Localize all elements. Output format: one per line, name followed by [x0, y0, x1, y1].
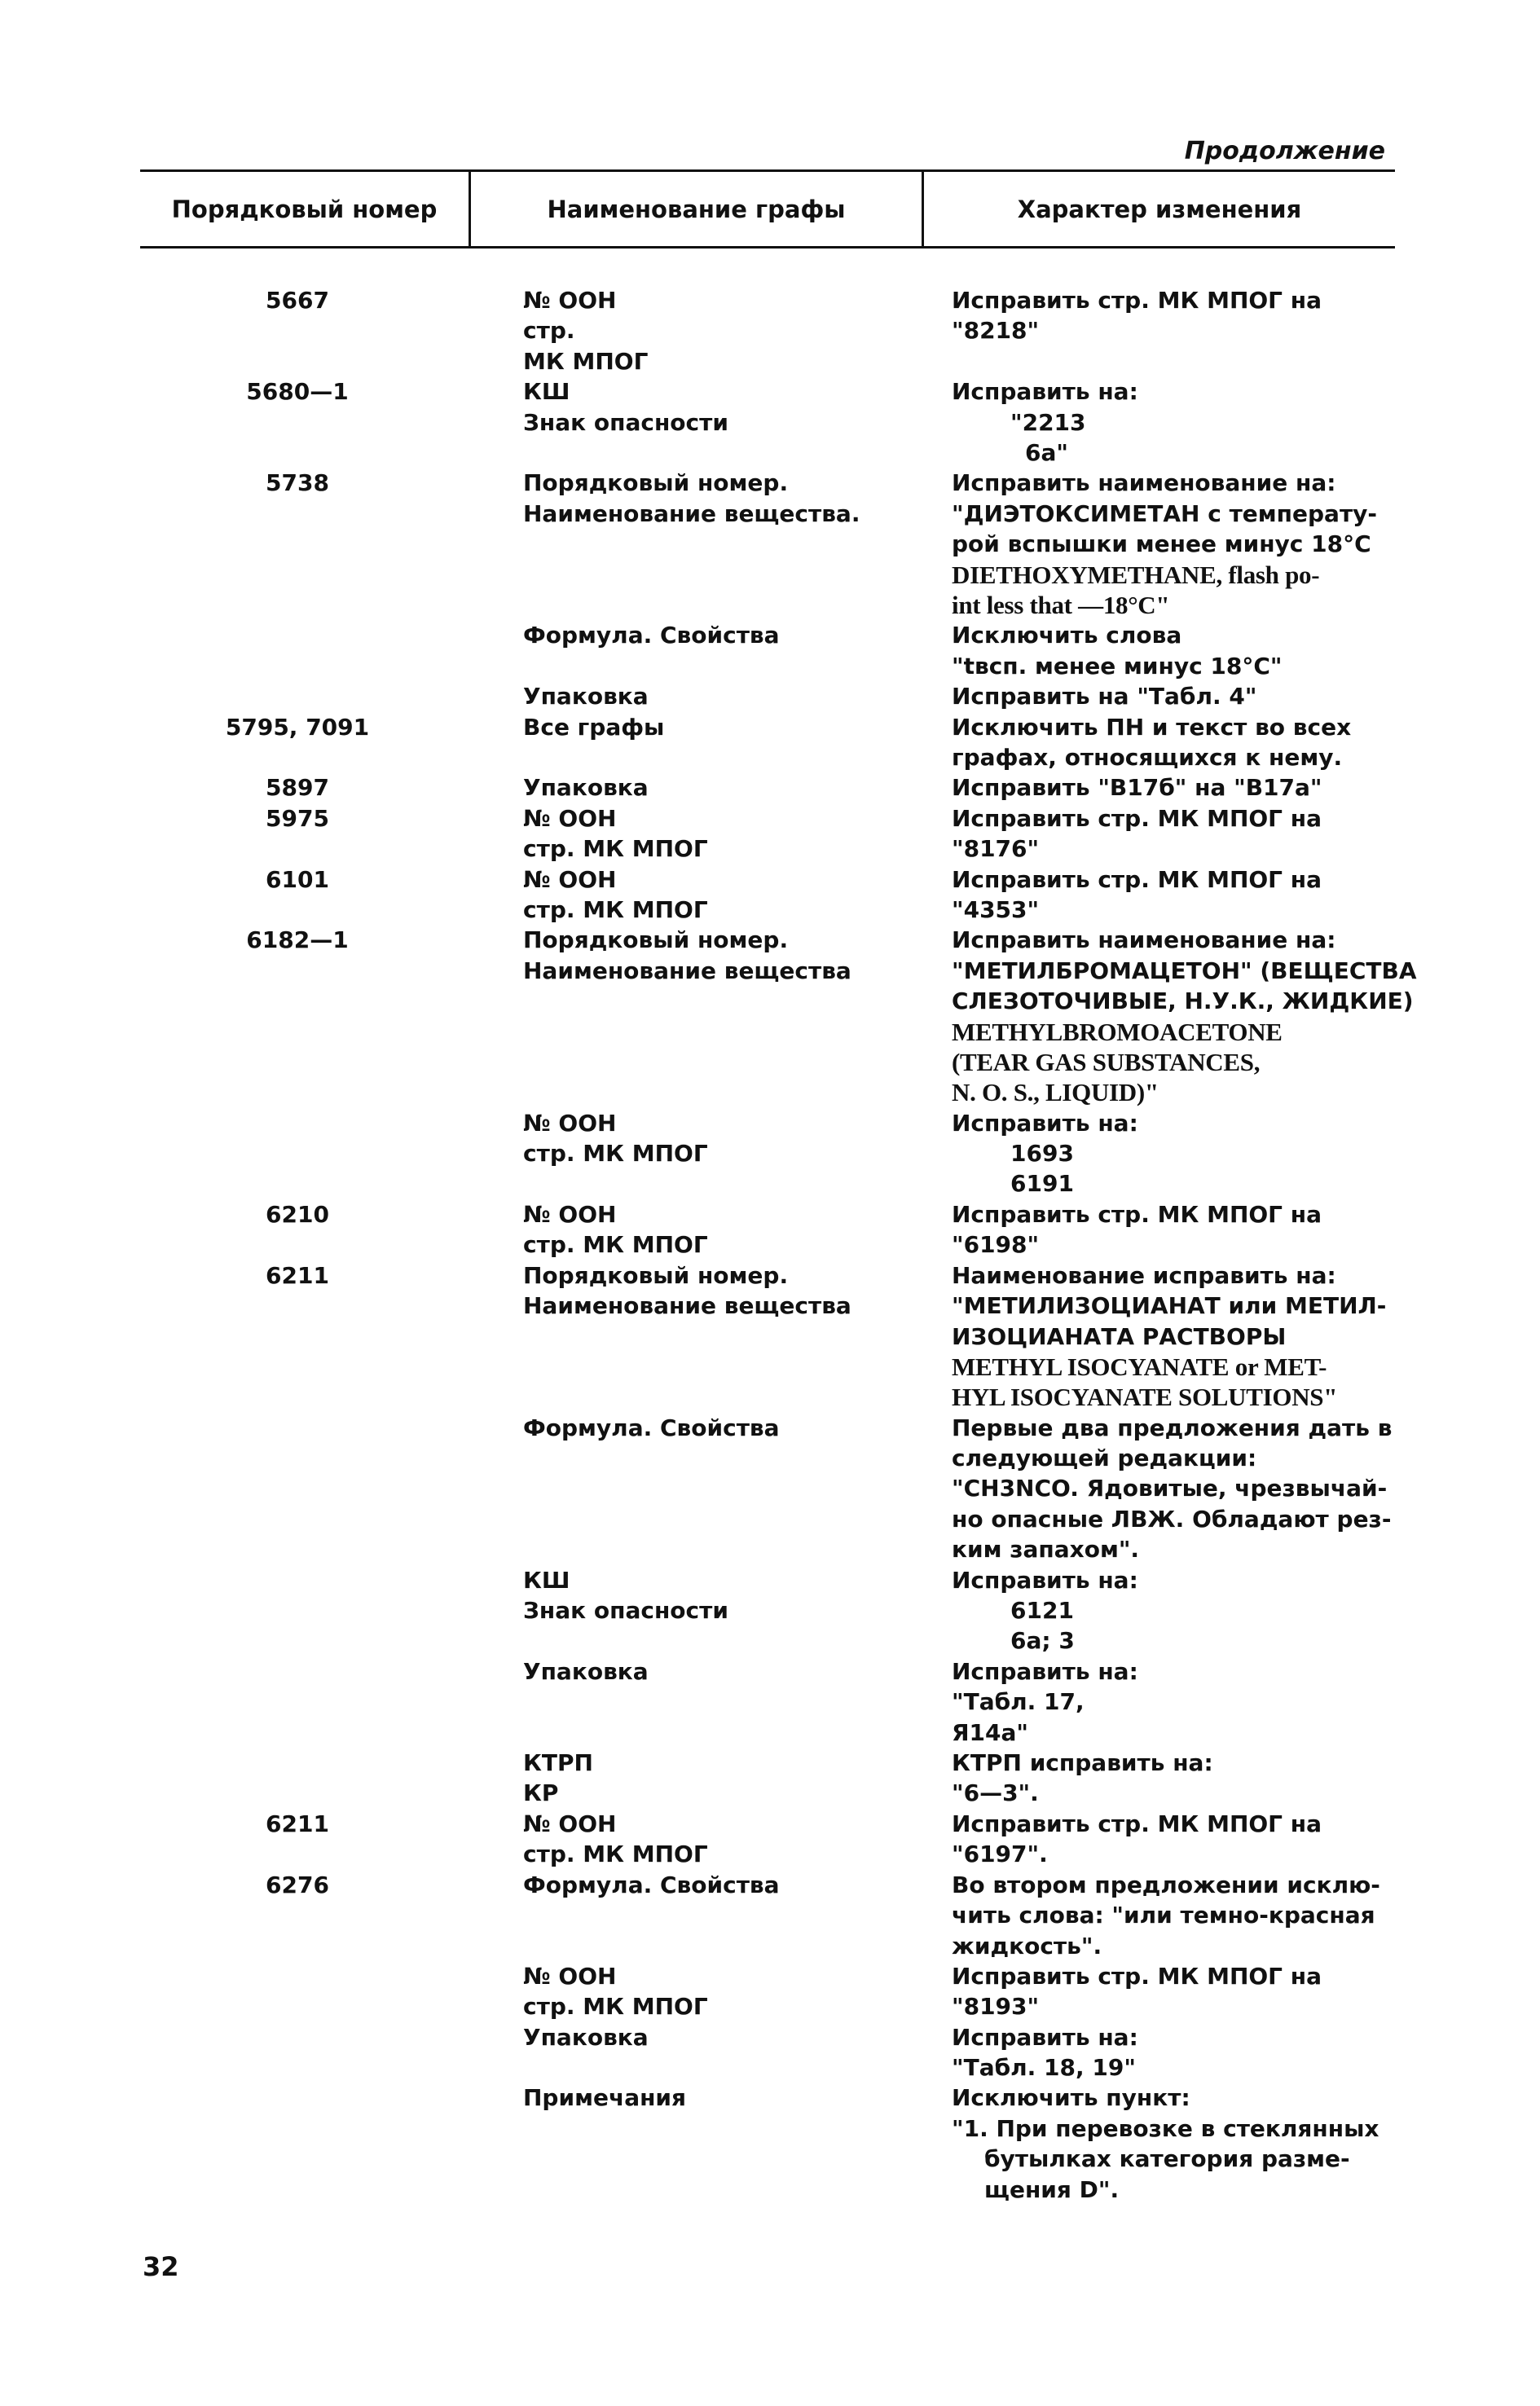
column-name-line: Наименование вещества: [523, 957, 851, 984]
change-description-line: Исключить ПН и текст во всех: [952, 713, 1352, 741]
column-name-line: Примечания: [523, 2084, 687, 2112]
change-description-line: "Табл. 18, 19": [952, 2054, 1136, 2082]
change-description-cell: [952, 803, 1392, 864]
column-name-line: Порядковый номер.: [523, 469, 789, 497]
table-row: [0, 1260, 1540, 1809]
change-description-line: Во втором предложении исклю-: [952, 1871, 1380, 1898]
column-name-line: [523, 986, 914, 1016]
column-name-line: № ООН: [523, 1200, 617, 1228]
column-name-cell: [523, 925, 914, 1168]
column-name-line: Упаковка: [523, 1657, 649, 1685]
change-description-line: "8218": [952, 317, 1040, 345]
change-description-line: "8193": [952, 1993, 1040, 2021]
column-name-line: Упаковка: [523, 683, 649, 710]
table-row: [0, 1809, 1540, 1870]
change-description-line: DIETHOXYMETHANE, flash po-: [952, 560, 1320, 589]
column-name-line: № ООН: [523, 865, 617, 893]
change-description-line: "6—3".: [952, 1779, 1039, 1807]
change-description-line: КТРП исправить на:: [952, 1748, 1213, 1776]
column-name-cell: [523, 772, 914, 803]
sequence-number: 6211: [266, 1810, 329, 1837]
change-description-line: щения D".: [984, 2175, 1120, 2203]
column-name-line: [523, 529, 914, 559]
column-name-line: [523, 1931, 914, 1961]
change-description-line: Исправить на:: [952, 1109, 1138, 1137]
change-description-line: Наименование исправить на:: [952, 1261, 1336, 1289]
column-name-line: [523, 590, 914, 620]
change-description-line: Исправить стр. МК МПОГ на: [952, 804, 1322, 832]
change-description-line: "4353": [952, 895, 1040, 923]
column-name-line: № ООН: [523, 1962, 617, 1990]
change-description-line: "2213: [1010, 408, 1086, 436]
column-name-line: [523, 1382, 914, 1412]
table-row: [0, 772, 1540, 803]
continuation-label: Продолжение: [1184, 137, 1385, 165]
column-name-cell: [523, 712, 914, 742]
change-description-line: Исправить на:: [952, 1657, 1138, 1685]
column-name-line: [523, 1047, 914, 1077]
column-name-line: стр. МК МПОГ: [523, 1231, 708, 1259]
sequence-number: 5975: [266, 804, 329, 832]
change-description-cell: [952, 925, 1417, 1199]
column-name-cell: [523, 1199, 914, 1260]
change-description-line: "Табл. 17,: [952, 1688, 1085, 1716]
change-description-line: СЛЕЗОТОЧИВЫЕ, Н.У.К., ЖИДКИЕ): [952, 987, 1414, 1015]
table-row: [0, 1199, 1540, 1260]
column-name-cell: [523, 285, 914, 376]
column-name-cell: [523, 1260, 914, 1809]
change-description-line: Исправить наименование на:: [952, 926, 1336, 954]
change-description-line: "tвсп. менее минус 18°С": [952, 652, 1283, 680]
change-description-cell: [952, 1260, 1392, 1809]
column-name-line: Знак опасности: [523, 1597, 728, 1625]
column-name-cell: [523, 1809, 914, 1870]
column-name-line: стр. МК МПОГ: [523, 1993, 708, 2021]
change-description-cell: [952, 772, 1392, 803]
change-description-line: ИЗОЦИАНАТА РАСТВОРЫ: [952, 1322, 1287, 1350]
column-name-line: КР: [523, 1779, 559, 1807]
table-row: [0, 468, 1540, 711]
column-name-cell: [523, 803, 914, 864]
column-name-line: МК МПОГ: [523, 347, 649, 375]
change-description-line: Исключить слова: [952, 622, 1182, 649]
column-name-line: КТРП: [523, 1748, 593, 1776]
change-description-line: Я14а": [952, 1718, 1029, 1746]
column-name-line: Наименование вещества: [523, 1292, 851, 1320]
change-description-cell: [952, 712, 1392, 773]
column-name-line: [523, 1077, 914, 1107]
column-name-line: стр. МК МПОГ: [523, 895, 708, 923]
table-row: [0, 925, 1540, 1199]
sequence-number: 5897: [266, 774, 329, 802]
sequence-number: 6276: [266, 1871, 329, 1898]
column-name-line: [523, 1687, 914, 1717]
change-description-line: "МЕТИЛИЗОЦИАНАТ или МЕТИЛ-: [952, 1292, 1387, 1320]
column-name-line: [523, 1625, 914, 1656]
column-name-line: № ООН: [523, 287, 617, 314]
column-name-line: Наименование вещества.: [523, 499, 860, 527]
column-name-line: стр.: [523, 317, 575, 345]
column-name-line: Упаковка: [523, 774, 649, 802]
column-name-line: [523, 1534, 914, 1564]
column-name-cell: [523, 864, 914, 926]
change-description-line: следующей редакции:: [952, 1445, 1257, 1472]
column-name-line: КШ: [523, 378, 570, 406]
table-row: [0, 803, 1540, 864]
column-name-line: Формула. Свойства: [523, 1871, 780, 1898]
change-description-line: METHYL ISOCYANATE or MET-: [952, 1352, 1327, 1381]
column-name-line: [523, 1322, 914, 1352]
change-description-line: "CH3NCO. Ядовитые, чрезвычай-: [952, 1475, 1388, 1502]
change-description-line: "6197".: [952, 1841, 1048, 1868]
column-name-line: № ООН: [523, 1810, 617, 1837]
change-description-line: рой вспышки менее минус 18°С: [952, 530, 1371, 558]
change-description-line: Исправить стр. МК МПОГ на: [952, 1962, 1322, 1990]
change-description-line: N. O. S., LIQUID)": [952, 1078, 1159, 1107]
change-description-line: Исключить пункт:: [952, 2084, 1190, 2112]
change-description-line: "ДИЭТОКСИМЕТАН с температу-: [952, 499, 1378, 527]
sequence-number: 6182—1: [246, 926, 349, 954]
table-row: [0, 864, 1540, 926]
change-description-line: Исправить на:: [952, 1566, 1138, 1594]
column-name-line: Формула. Свойства: [523, 622, 780, 649]
column-name-line: [523, 1017, 914, 1047]
header-sequence-number: Порядковый номер: [171, 196, 438, 223]
header-change-description: Характер изменения: [1017, 196, 1302, 223]
change-description-line: Исправить "В17б" на "В17а": [952, 774, 1322, 802]
change-description-line: Исправить наименование на:: [952, 469, 1336, 497]
change-description-line: графах, относящихся к нему.: [952, 743, 1343, 771]
change-description-cell: [952, 864, 1392, 926]
change-description-cell: [952, 285, 1392, 346]
change-description-line: ким запахом".: [952, 1536, 1140, 1564]
column-name-line: [523, 1504, 914, 1534]
change-description-line: "1. При перевозке в стеклянных: [952, 2114, 1379, 2142]
sequence-number: 5680—1: [246, 378, 349, 406]
sequence-number: 6101: [266, 865, 329, 893]
column-name-line: Упаковка: [523, 2023, 649, 2051]
column-name-line: стр. МК МПОГ: [523, 1841, 708, 1868]
change-description-line: Первые два предложения дать в: [952, 1414, 1393, 1441]
column-name-line: № ООН: [523, 804, 617, 832]
column-name-cell: [523, 376, 914, 438]
column-name-line: Все графы: [523, 713, 665, 741]
header-column-name: Наименование графы: [547, 196, 846, 223]
column-name-line: [523, 1352, 914, 1382]
change-description-line: жидкость".: [952, 1932, 1102, 1960]
amendment-table-body: [0, 285, 1540, 2205]
change-description-line: 6а": [1025, 438, 1068, 466]
change-description-cell: [952, 1199, 1392, 1260]
column-name-line: № ООН: [523, 1109, 617, 1137]
change-description-line: int less that —18°С": [952, 590, 1170, 619]
change-description-line: METHYLBROMOACETONE: [952, 1017, 1283, 1046]
column-name-line: [523, 1443, 914, 1473]
column-name-line: Знак опасности: [523, 408, 728, 436]
change-description-cell: [952, 376, 1392, 468]
change-description-cell: [952, 1870, 1392, 2205]
column-name-line: [523, 1718, 914, 1748]
column-name-line: Порядковый номер.: [523, 926, 789, 954]
column-name-line: [523, 560, 914, 590]
table-row: [0, 712, 1540, 773]
sequence-number: 5795, 7091: [225, 713, 370, 741]
change-description-line: Исправить на:: [952, 2023, 1138, 2051]
page-number: 32: [143, 2251, 179, 2282]
change-description-line: "6198": [952, 1231, 1040, 1259]
column-name-line: [523, 1900, 914, 1930]
column-name-line: стр. МК МПОГ: [523, 1140, 708, 1168]
change-description-line: 6121: [1010, 1597, 1074, 1625]
column-name-line: [523, 651, 914, 681]
change-description-line: 6а; 3: [1010, 1627, 1075, 1655]
change-description-line: Исправить на:: [952, 378, 1138, 406]
change-description-cell: [952, 1809, 1392, 1870]
change-description-line: Исправить стр. МК МПОГ на: [952, 1810, 1322, 1837]
change-description-line: но опасные ЛВЖ. Обладают рез-: [952, 1505, 1392, 1533]
change-description-line: Исправить на "Табл. 4": [952, 683, 1257, 710]
sequence-number: 5738: [266, 469, 329, 497]
change-description-line: чить слова: "или темно-красная: [952, 1902, 1375, 1929]
sequence-number: 6210: [266, 1200, 329, 1228]
column-name-cell: [523, 1870, 914, 2113]
column-name-line: КШ: [523, 1566, 570, 1594]
column-name-line: Порядковый номер.: [523, 1261, 789, 1289]
column-name-line: [523, 1473, 914, 1503]
column-name-line: [523, 2052, 914, 2083]
table-row: [0, 1870, 1540, 2205]
column-name-line: Формула. Свойства: [523, 1414, 780, 1441]
change-description-line: бутылках категория разме-: [984, 2145, 1350, 2173]
change-description-line: Исправить стр. МК МПОГ на: [952, 287, 1322, 314]
column-name-cell: [523, 468, 914, 711]
column-name-line: стр. МК МПОГ: [523, 835, 708, 863]
change-description-line: "МЕТИЛБРОМАЦЕТОН" (ВЕЩЕСТВА: [952, 957, 1417, 984]
change-description-line: Исправить стр. МК МПОГ на: [952, 865, 1322, 893]
change-description-cell: [952, 468, 1392, 711]
table-row: [0, 285, 1540, 376]
change-description-line: Исправить стр. МК МПОГ на: [952, 1200, 1322, 1228]
change-description-line: 6191: [1010, 1170, 1074, 1198]
change-description-line: HYL ISOCYANATE SOLUTIONS": [952, 1383, 1338, 1412]
sequence-number: 5667: [266, 287, 329, 314]
sequence-number: 6211: [266, 1261, 329, 1289]
change-description-line: "8176": [952, 835, 1040, 863]
change-description-line: 1693: [1010, 1140, 1074, 1168]
change-description-line: (TEAR GAS SUBSTANCES,: [952, 1047, 1261, 1076]
table-row: [0, 376, 1540, 468]
